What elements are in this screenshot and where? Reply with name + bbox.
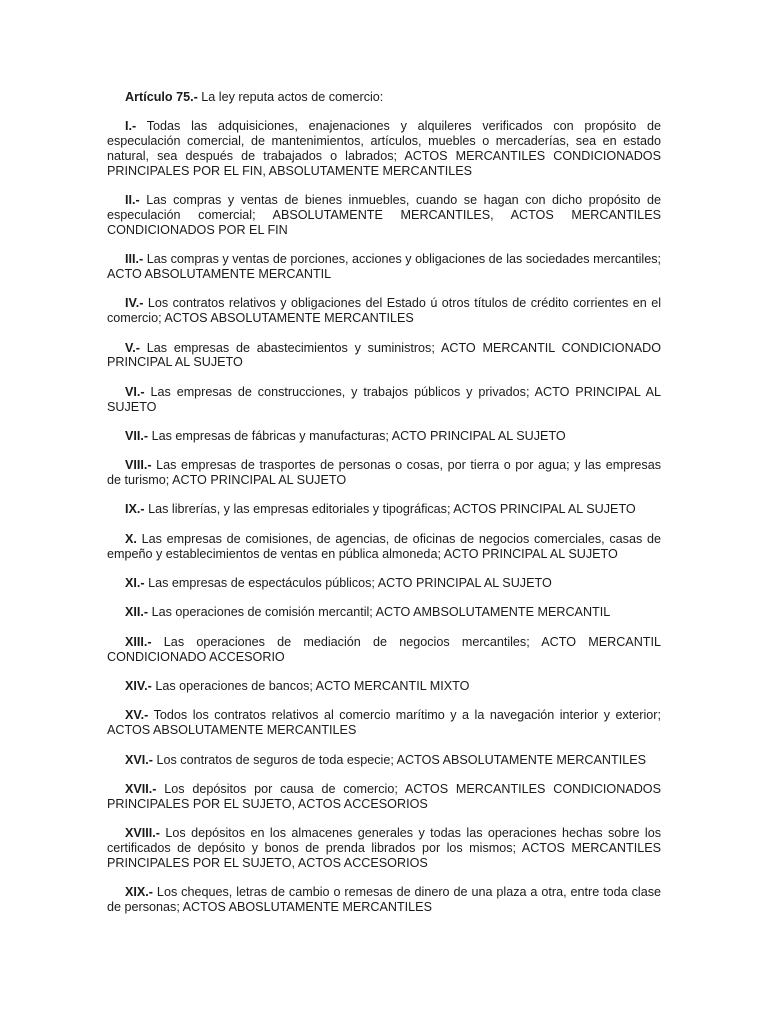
item-number: XI.- <box>125 576 145 591</box>
item-text: Las operaciones de mediación de negocios mercantiles; ACTO MERCANTIL CONDICIONADO ACCESORIO <box>107 634 661 664</box>
list-item <box>107 502 661 517</box>
list-item <box>107 576 661 591</box>
item-text: Las empresas de comisiones, de agencias, de oficinas de negocios comerciales, casas de empeño y establecimientos de ventas en pública almoneda; ACTO PRINCIPAL AL SUJETO <box>107 531 661 561</box>
list-item <box>107 679 661 694</box>
item-number: V.- <box>125 340 140 355</box>
item-number: VI.- <box>125 384 145 399</box>
list-item <box>107 532 661 562</box>
item-text: Las compras y ventas de bienes inmuebles, cuando se hagan con dicho propósito de especulación comercial; ABSOLUTAMENTE MERCANTILES, ACTOS MERCANTILES CONDICIONADOS POR EL FIN <box>107 193 661 237</box>
item-text: Los cheques, letras de cambio o remesas de dinero de una plaza a otra, entre toda clase de personas; ACTOS ABOSLUTAMENTE MERCANTILES <box>107 885 661 914</box>
item-number: X. <box>125 531 137 546</box>
item-text: Las librerías, y las empresas editoriales y tipográficas; ACTOS PRINCIPAL AL SUJETO <box>144 502 636 517</box>
article-label: Artículo 75.- <box>125 90 198 104</box>
item-text: Todas las adquisiciones, enajenaciones y alquileres verificados con propósito de especulación comercial, de mantenimientos, artículos, muebles o mercaderías, sea en estado natural, sea después de trabajados o labrados; ACTOS MERCANTILES CONDICIONADOS PRINCIPALES POR EL FIN, ABSOLUTAMENTE MERCANTILES <box>107 119 661 178</box>
item-number: XIV.- <box>125 679 152 694</box>
article-intro-text: La ley reputa actos de comercio: <box>197 90 384 104</box>
item-text: Los contratos de seguros de toda especie; ACTOS ABSOLUTAMENTE MERCANTILES <box>153 752 646 767</box>
list-item <box>107 296 661 326</box>
item-number: XIX.- <box>125 885 153 900</box>
item-number: VIII.- <box>125 458 152 473</box>
item-text: Los contratos relativos y obligaciones del Estado ú otros títulos de crédito corrientes en el comercio; ACTOS ABSOLUTAMENTE MERCANTILES <box>107 296 661 326</box>
list-item <box>107 826 661 870</box>
item-number: XIII.- <box>125 634 152 649</box>
list-item <box>107 458 661 488</box>
item-number: XVII.- <box>125 782 157 796</box>
article-heading <box>107 90 661 105</box>
item-text: Las empresas de construcciones, y trabajos públicos y privados; ACTO PRINCIPAL AL SUJETO <box>107 384 661 414</box>
list-item <box>107 708 661 738</box>
list-item <box>107 119 661 178</box>
list-item <box>107 635 661 665</box>
item-text: Los depósitos por causa de comercio; ACTOS MERCANTILES CONDICIONADOS PRINCIPALES POR EL SUJETO, ACTOS ACCESORIOS <box>107 782 661 811</box>
item-number: III.- <box>125 252 144 267</box>
item-text: Las empresas de fábricas y manufacturas; ACTO PRINCIPAL AL SUJETO <box>148 428 566 443</box>
list-item <box>107 782 661 812</box>
item-number: II.- <box>125 193 140 208</box>
item-number: VII.- <box>125 428 149 443</box>
item-text: Los depósitos en los almacenes generales y todas las operaciones hechas sobre los certificados de depósito y bonos de prenda librados por los mismos; ACTOS MERCANTILES PRINCIPALES POR EL SUJETO, ACTOS ACCESORIOS <box>107 826 661 870</box>
list-item <box>107 341 661 371</box>
item-number: XII.- <box>125 605 149 620</box>
item-text: Las empresas de abastecimientos y suministros; ACTO MERCANTIL CONDICIONADO PRINCIPAL AL SUJETO <box>107 340 661 370</box>
list-item <box>107 605 661 620</box>
item-number: XVI.- <box>125 752 153 767</box>
document-body <box>107 90 661 929</box>
list-item <box>107 193 661 237</box>
item-text: Las compras y ventas de porciones, acciones y obligaciones de las sociedades mercantiles; ACTO ABSOLUTAMENTE MERCANTIL <box>107 252 661 281</box>
item-number: XV.- <box>125 708 149 723</box>
item-number: XVIII.- <box>125 826 160 841</box>
item-text: Las operaciones de comisión mercantil; ACTO AMBSOLUTAMENTE MERCANTIL <box>148 605 611 620</box>
item-number: I.- <box>125 119 137 134</box>
item-text: Las empresas de espectáculos públicos; ACTO PRINCIPAL AL SUJETO <box>144 576 552 591</box>
item-number: IX.- <box>125 502 145 517</box>
item-text: Todos los contratos relativos al comercio marítimo y a la navegación interior y exterior; ACTOS ABSOLUTAMENTE MERCANTILES <box>107 708 661 738</box>
list-item <box>107 385 661 415</box>
item-text: Las empresas de trasportes de personas o cosas, por tierra o por agua; y las empresas de turismo; ACTO PRINCIPAL AL SUJETO <box>107 458 661 488</box>
item-text: Las operaciones de bancos; ACTO MERCANTIL MIXTO <box>151 679 470 694</box>
list-item <box>107 753 661 768</box>
list-item <box>107 885 661 915</box>
list-item <box>107 429 661 444</box>
item-number: IV.- <box>125 296 144 311</box>
list-item <box>107 252 661 282</box>
